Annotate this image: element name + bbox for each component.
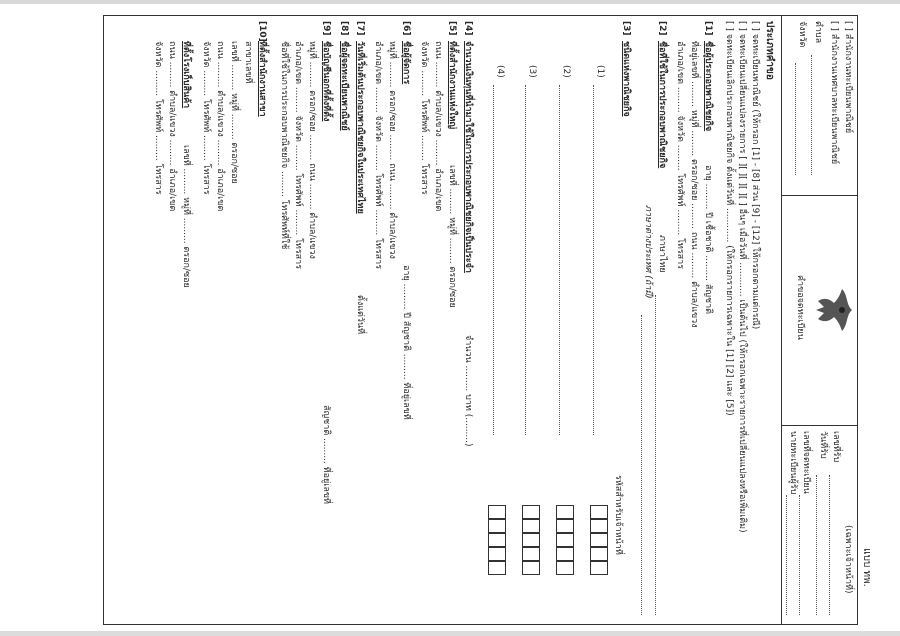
section-6-line-1: อายุ ......... ปี สัญชาติ ......... ที่อยู่เลขที่ bbox=[401, 265, 411, 420]
section-10-line-2: เลขที่ ......... หมู่ที่ ......... ตรอก/ซอย bbox=[229, 41, 239, 184]
request-type-option-1[interactable]: [ ] จดทะเบียนพาณิชย์ (ให้กรอก [1] - [8] ส่วน [9] - [12] ให้กรอกตามแต่กรณี) bbox=[750, 21, 760, 330]
section-1-line-1: อายุ ......... ปี เชื้อชาติ ......... สัญชาติ bbox=[703, 165, 713, 315]
warehouse-line-1: เลขที่ ......... หมู่ที่ ......... ตรอก/ซอย bbox=[181, 145, 191, 288]
section-5-line-2: ถนน ......... ตำบล/แขวง ......... อำเภอ/เขต bbox=[433, 41, 443, 212]
receipt-date-blank bbox=[816, 475, 817, 615]
section-10-line-1: สาขาเลขที่ bbox=[243, 41, 253, 84]
receipt-date-label: วันที่รับ bbox=[818, 431, 828, 459]
section-9-line-3: อำเภอ/เขต ......... จังหวัด ......... โทรศัพท์ ......... โทรสาร bbox=[293, 41, 303, 270]
section-2-title: ชื่อที่ใช้ในการประกอบพาณิชยกิจ bbox=[657, 41, 667, 169]
officer-code-box[interactable] bbox=[488, 561, 506, 575]
officer-code-box[interactable] bbox=[590, 561, 608, 575]
warehouse-title: ที่ตั้งโรงเก็บสินค้า bbox=[181, 41, 191, 109]
officer-code-box[interactable] bbox=[556, 561, 574, 575]
officer-code-box[interactable] bbox=[556, 547, 574, 561]
section-4-number: [4] bbox=[463, 21, 473, 36]
section-1-line-3: อำเภอ/เขต ......... จังหวัด ......... โทรศัพท์ ......... โทรสาร bbox=[675, 41, 685, 270]
officer-note: (เฉพาะเจ้าหน้าที่) bbox=[843, 525, 853, 594]
section-2-foreign-name: ภาษาต่างประเทศ (ถ้ามี) bbox=[643, 205, 653, 299]
section-8-number: [8] bbox=[339, 21, 349, 36]
office-type-1: [ ] สำนักงานทะเบียนพาณิชย์ bbox=[843, 21, 853, 134]
officer-code-box[interactable] bbox=[590, 533, 608, 547]
section-10-line-4: จังหวัด ......... โทรศัพท์ ......... โทรสาร bbox=[201, 41, 211, 195]
business-type-4-blank[interactable] bbox=[493, 85, 494, 435]
section-10-line-3: ถนน ......... ตำบล/แขวง ......... อำเภอ/เขต bbox=[215, 41, 225, 212]
section-1-title: ชื่อผู้ประกอบพาณิชยกิจ bbox=[703, 41, 713, 132]
section-5-line-3: จังหวัด ......... โทรศัพท์ ......... โทรสาร bbox=[419, 41, 429, 195]
section-7-number: [7] bbox=[355, 21, 365, 36]
section-9-line-2: หมู่ที่ ......... ตรอก/ซอย ......... ถนน ......... ตำบล/แขวง bbox=[307, 41, 317, 259]
request-type-option-3[interactable]: [ ] จดทะเบียนเลิกประกอบพาณิชยกิจ ตั้งแต่วันที่ ............ (ให้กรอกรายการเฉพาะใน [1] [2] และ [5]) bbox=[724, 21, 734, 416]
section-2-foreign-blank bbox=[641, 315, 642, 615]
officer-code-box[interactable] bbox=[590, 505, 608, 519]
officer-code-box[interactable] bbox=[590, 519, 608, 533]
section-9-line-4: ชื่อที่ใช้ในการประกอบพาณิชยกิจ ......... โทรศัพท์ที่ใช้ bbox=[279, 41, 289, 250]
section-4-line-1: จำนวน ......... บาท (.........) bbox=[463, 335, 473, 447]
registration-no-blank bbox=[799, 495, 800, 615]
business-type-3-label: (3) bbox=[527, 65, 537, 78]
form-code: แบบ ทพ. bbox=[861, 548, 873, 587]
office-type-2: [ ] สำนักงานเทศบาลทะเบียนพาณิชย์ bbox=[829, 21, 839, 165]
scan-edge-top bbox=[0, 0, 900, 4]
section-7-line-1: ตั้งแต่วันที่ bbox=[355, 295, 365, 335]
registration-form bbox=[95, 5, 870, 633]
province-label: จังหวัด bbox=[797, 21, 807, 48]
header-divider bbox=[781, 15, 782, 625]
warehouse-line-3: จังหวัด ......... โทรศัพท์ ......... โทรสาร bbox=[153, 41, 163, 195]
officer-code-box[interactable] bbox=[522, 561, 540, 575]
section-6-line-2: หมู่ที่ ......... ตรอก/ซอย ......... ถนน ......... ตำบล/แขวง bbox=[387, 41, 397, 259]
section-10-number: [10] bbox=[257, 21, 267, 42]
officer-code-box[interactable] bbox=[590, 547, 608, 561]
section-5-title: ที่ตั้งสำนักงานแห่งใหญ่ bbox=[447, 41, 457, 130]
section-10-title: ที่ตั้งสำนักงานสาขา bbox=[257, 41, 267, 117]
section-3-title: ชนิดแห่งพาณิชยกิจ bbox=[621, 41, 631, 117]
subdistrict-blank bbox=[811, 55, 812, 175]
receipt-no-label: เลขที่รับ bbox=[831, 431, 841, 463]
officer-code-box[interactable] bbox=[522, 547, 540, 561]
registrar-label: นายทะเบียนผู้รับ bbox=[788, 431, 798, 495]
receipt-no-blank bbox=[829, 475, 830, 615]
section-6-line-3: อำเภอ/เขต ......... จังหวัด ......... โทรศัพท์ ......... โทรสาร bbox=[373, 41, 383, 270]
document-sheet bbox=[95, 5, 870, 633]
business-type-4-label: (4) bbox=[495, 65, 505, 78]
subdistrict-label: ตำบล bbox=[813, 21, 823, 44]
registrar-blank bbox=[786, 495, 787, 615]
section-6-title: ชื่อผู้จัดการ bbox=[401, 41, 411, 85]
officer-code-label: รหัสสำหรับเจ้าหน้าที่ bbox=[613, 475, 623, 555]
officer-code-box[interactable] bbox=[522, 505, 540, 519]
section-2-thai-blank bbox=[655, 295, 656, 615]
business-type-1-label: (1) bbox=[595, 65, 605, 78]
business-type-3-blank[interactable] bbox=[525, 85, 526, 435]
officer-code-box[interactable] bbox=[522, 533, 540, 547]
province-blank bbox=[795, 63, 796, 175]
section-7-title: วันที่เริ่มต้นประกอบพาณิชยกิจในประเทศไทย bbox=[355, 41, 365, 214]
section-1-line-2: ที่อยู่เลขที่ ......... หมู่ที่ ......... ตรอก/ซอย ......... ถนน ......... ตำบล/แขวง bbox=[689, 41, 699, 328]
officer-code-box[interactable] bbox=[488, 547, 506, 561]
section-9-number: [9] bbox=[321, 21, 331, 36]
garuda-emblem-icon bbox=[812, 285, 856, 335]
request-type-title: ประเภทคำขอ bbox=[764, 21, 775, 80]
business-type-2-label: (2) bbox=[561, 65, 571, 78]
officer-code-box[interactable] bbox=[556, 519, 574, 533]
business-type-1-blank[interactable] bbox=[593, 85, 594, 435]
officer-code-box[interactable] bbox=[556, 505, 574, 519]
section-9-line-1: สัญชาติ ......... ที่อยู่เลขที่ bbox=[321, 405, 331, 504]
header-left-divider bbox=[782, 195, 858, 196]
officer-code-box[interactable] bbox=[488, 533, 506, 547]
form-header-title: คำขอจดทะเบียน bbox=[795, 275, 805, 340]
section-4-title: จำนวนเงินทุนที่นำมาใช้ในการประกอบพาณิชยกิจเป็นประจำ bbox=[463, 41, 473, 273]
officer-code-box[interactable] bbox=[522, 519, 540, 533]
officer-code-box[interactable] bbox=[556, 533, 574, 547]
header-right-divider bbox=[782, 425, 858, 426]
section-2-number: [2] bbox=[657, 21, 667, 36]
officer-code-box[interactable] bbox=[488, 505, 506, 519]
section-3-number: [3] bbox=[621, 21, 631, 36]
section-5-number: [5] bbox=[447, 21, 457, 36]
section-5-line-1: เลขที่ ......... หมู่ที่ ......... ตรอก/ซอย bbox=[447, 165, 457, 308]
warehouse-line-2: ถนน ......... ตำบล/แขวง ......... อำเภอ/เขต bbox=[167, 41, 177, 212]
section-2-thai-name: ภาษาไทย bbox=[657, 235, 667, 273]
request-type-option-2[interactable]: [ ] จดทะเบียนเปลี่ยนแปลงรายการ [ ][ ][ ][ ][ ] อื่นๆ เมื่อวันที่ ............ เป็นต้นไป (ให้กรอกเฉพาะรายการที่เปลี่ยนแปลงหรือเพิ่มเติม) bbox=[737, 21, 747, 533]
section-1-number: [1] bbox=[703, 21, 713, 36]
section-6-number: [6] bbox=[401, 21, 411, 36]
registration-no-label: เลขที่จดทะเบียน bbox=[801, 431, 811, 494]
section-9-title: ชื่อบัญชีนอกที่ตั้งที่ตั้ง bbox=[321, 41, 331, 122]
officer-code-box[interactable] bbox=[488, 519, 506, 533]
section-8-title: ชื่อผู้จดทะเบียนพาณิชย์ bbox=[339, 41, 349, 131]
business-type-2-blank[interactable] bbox=[559, 85, 560, 435]
